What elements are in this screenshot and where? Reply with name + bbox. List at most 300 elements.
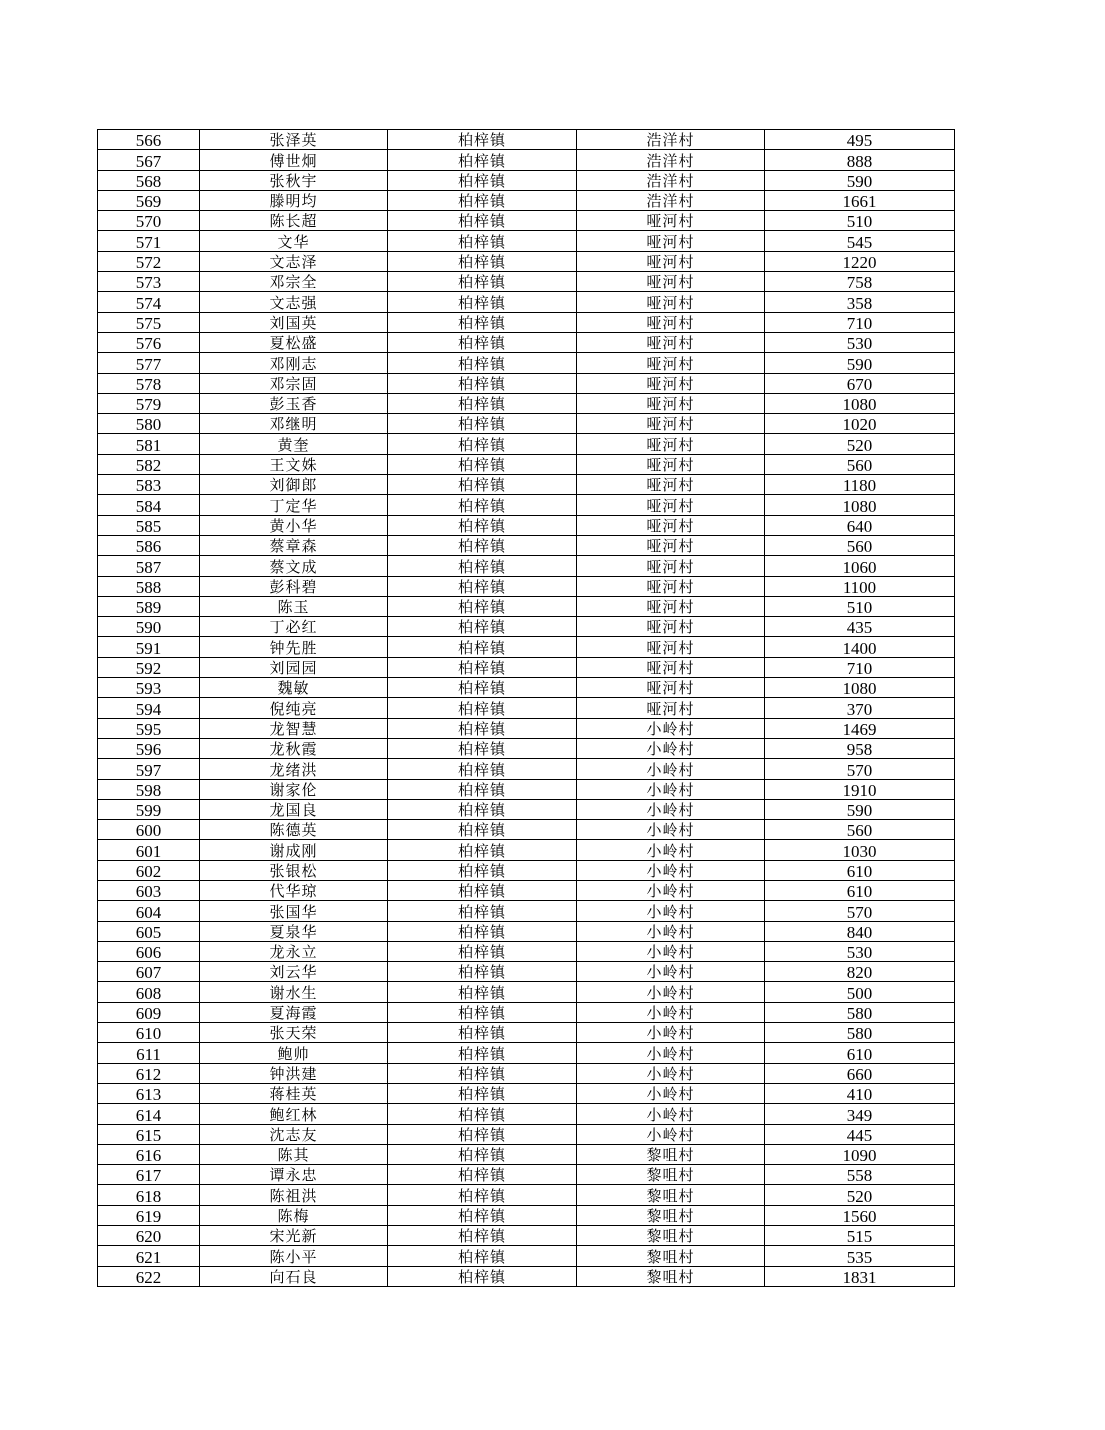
table-row: [98, 190, 955, 210]
amount-cell: 610: [765, 880, 955, 900]
name-cell: 丁必红: [200, 617, 388, 637]
amount-cell: 570: [765, 759, 955, 779]
village-cell: 哑河村: [577, 475, 765, 495]
row-number-cell: 590: [98, 617, 200, 637]
name-cell: 邓宗全: [200, 272, 388, 292]
row-number-cell: 589: [98, 596, 200, 616]
village-cell: 哑河村: [577, 535, 765, 555]
village-cell: 哑河村: [577, 515, 765, 535]
amount-cell: 580: [765, 1023, 955, 1043]
town-cell: 柏梓镇: [388, 414, 577, 434]
name-cell: 刘国英: [200, 312, 388, 332]
name-cell: 刘云华: [200, 962, 388, 982]
town-cell: 柏梓镇: [388, 799, 577, 819]
name-cell: 文志泽: [200, 251, 388, 271]
table-row: [98, 353, 955, 373]
name-cell: 陈长超: [200, 211, 388, 231]
town-cell: 柏梓镇: [388, 312, 577, 332]
row-number-cell: 609: [98, 1002, 200, 1022]
village-cell: 小岭村: [577, 820, 765, 840]
town-cell: 柏梓镇: [388, 130, 577, 150]
village-cell: 黎咀村: [577, 1205, 765, 1225]
table-body: [98, 130, 955, 1287]
table-row: [98, 1226, 955, 1246]
table-row: [98, 820, 955, 840]
village-cell: 小岭村: [577, 962, 765, 982]
row-number-cell: 572: [98, 251, 200, 271]
name-cell: 文华: [200, 231, 388, 251]
table-row: [98, 130, 955, 150]
town-cell: 柏梓镇: [388, 454, 577, 474]
name-cell: 邓宗固: [200, 373, 388, 393]
amount-cell: 515: [765, 1226, 955, 1246]
name-cell: 张国华: [200, 901, 388, 921]
row-number-cell: 612: [98, 1063, 200, 1083]
name-cell: 龙永立: [200, 941, 388, 961]
name-cell: 代华琼: [200, 880, 388, 900]
table-row: [98, 901, 955, 921]
amount-cell: 1030: [765, 840, 955, 860]
table-row: [98, 150, 955, 170]
row-number-cell: 569: [98, 190, 200, 210]
name-cell: 蔡文成: [200, 556, 388, 576]
village-cell: 小岭村: [577, 1083, 765, 1103]
row-number-cell: 586: [98, 535, 200, 555]
name-cell: 谢成刚: [200, 840, 388, 860]
town-cell: 柏梓镇: [388, 1063, 577, 1083]
amount-cell: 570: [765, 901, 955, 921]
row-number-cell: 615: [98, 1124, 200, 1144]
amount-cell: 640: [765, 515, 955, 535]
name-cell: 沈志友: [200, 1124, 388, 1144]
name-cell: 文志强: [200, 292, 388, 312]
table-row: [98, 515, 955, 535]
amount-cell: 958: [765, 738, 955, 758]
name-cell: 谢水生: [200, 982, 388, 1002]
name-cell: 鲍红林: [200, 1104, 388, 1124]
amount-cell: 710: [765, 312, 955, 332]
town-cell: 柏梓镇: [388, 982, 577, 1002]
name-cell: 蔡章森: [200, 535, 388, 555]
table-row: [98, 535, 955, 555]
amount-cell: 510: [765, 596, 955, 616]
amount-cell: 590: [765, 353, 955, 373]
town-cell: 柏梓镇: [388, 738, 577, 758]
amount-cell: 1831: [765, 1266, 955, 1286]
row-number-cell: 606: [98, 941, 200, 961]
table-row: [98, 880, 955, 900]
amount-cell: 1220: [765, 251, 955, 271]
village-cell: 哑河村: [577, 556, 765, 576]
row-number-cell: 591: [98, 637, 200, 657]
table-row: [98, 414, 955, 434]
name-cell: 张银松: [200, 860, 388, 880]
amount-cell: 530: [765, 941, 955, 961]
village-cell: 哑河村: [577, 373, 765, 393]
amount-cell: 610: [765, 1043, 955, 1063]
table-row: [98, 556, 955, 576]
table-row: [98, 393, 955, 413]
town-cell: 柏梓镇: [388, 353, 577, 373]
row-number-cell: 617: [98, 1165, 200, 1185]
row-number-cell: 620: [98, 1226, 200, 1246]
name-cell: 夏泉华: [200, 921, 388, 941]
amount-cell: 560: [765, 535, 955, 555]
row-number-cell: 618: [98, 1185, 200, 1205]
town-cell: 柏梓镇: [388, 880, 577, 900]
town-cell: 柏梓镇: [388, 1165, 577, 1185]
town-cell: 柏梓镇: [388, 576, 577, 596]
table-row: [98, 576, 955, 596]
village-cell: 哑河村: [577, 576, 765, 596]
town-cell: 柏梓镇: [388, 1205, 577, 1225]
table-row: [98, 779, 955, 799]
row-number-cell: 594: [98, 698, 200, 718]
row-number-cell: 587: [98, 556, 200, 576]
village-cell: 小岭村: [577, 779, 765, 799]
village-cell: 小岭村: [577, 982, 765, 1002]
name-cell: 谭永忠: [200, 1165, 388, 1185]
row-number-cell: 601: [98, 840, 200, 860]
row-number-cell: 583: [98, 475, 200, 495]
row-number-cell: 597: [98, 759, 200, 779]
amount-cell: 1080: [765, 393, 955, 413]
row-number-cell: 578: [98, 373, 200, 393]
village-cell: 哑河村: [577, 332, 765, 352]
table-row: [98, 1104, 955, 1124]
name-cell: 傅世炯: [200, 150, 388, 170]
amount-cell: 1180: [765, 475, 955, 495]
town-cell: 柏梓镇: [388, 1226, 577, 1246]
town-cell: 柏梓镇: [388, 840, 577, 860]
town-cell: 柏梓镇: [388, 1023, 577, 1043]
amount-cell: 445: [765, 1124, 955, 1144]
amount-cell: 1560: [765, 1205, 955, 1225]
row-number-cell: 574: [98, 292, 200, 312]
town-cell: 柏梓镇: [388, 617, 577, 637]
row-number-cell: 582: [98, 454, 200, 474]
amount-cell: 530: [765, 332, 955, 352]
village-cell: 黎咀村: [577, 1144, 765, 1164]
village-cell: 哑河村: [577, 617, 765, 637]
name-cell: 鲍帅: [200, 1043, 388, 1063]
name-cell: 龙秋霞: [200, 738, 388, 758]
table-row: [98, 678, 955, 698]
town-cell: 柏梓镇: [388, 231, 577, 251]
name-cell: 陈其: [200, 1144, 388, 1164]
row-number-cell: 602: [98, 860, 200, 880]
amount-cell: 500: [765, 982, 955, 1002]
table-row: [98, 495, 955, 515]
table-row: [98, 170, 955, 190]
town-cell: 柏梓镇: [388, 860, 577, 880]
village-cell: 小岭村: [577, 738, 765, 758]
town-cell: 柏梓镇: [388, 718, 577, 738]
name-cell: 邓刚志: [200, 353, 388, 373]
table-row: [98, 1083, 955, 1103]
village-cell: 哑河村: [577, 251, 765, 271]
row-number-cell: 621: [98, 1246, 200, 1266]
row-number-cell: 603: [98, 880, 200, 900]
amount-cell: 410: [765, 1083, 955, 1103]
amount-cell: 660: [765, 1063, 955, 1083]
amount-cell: 435: [765, 617, 955, 637]
row-number-cell: 579: [98, 393, 200, 413]
town-cell: 柏梓镇: [388, 535, 577, 555]
village-cell: 浩洋村: [577, 150, 765, 170]
row-number-cell: 600: [98, 820, 200, 840]
name-cell: 夏海霞: [200, 1002, 388, 1022]
row-number-cell: 580: [98, 414, 200, 434]
village-cell: 小岭村: [577, 1002, 765, 1022]
name-cell: 陈德英: [200, 820, 388, 840]
name-cell: 钟先胜: [200, 637, 388, 657]
name-cell: 钟洪建: [200, 1063, 388, 1083]
town-cell: 柏梓镇: [388, 393, 577, 413]
village-cell: 小岭村: [577, 1124, 765, 1144]
town-cell: 柏梓镇: [388, 820, 577, 840]
town-cell: 柏梓镇: [388, 373, 577, 393]
village-cell: 哑河村: [577, 393, 765, 413]
amount-cell: 535: [765, 1246, 955, 1266]
village-cell: 小岭村: [577, 860, 765, 880]
amount-cell: 358: [765, 292, 955, 312]
row-number-cell: 608: [98, 982, 200, 1002]
table-row: [98, 596, 955, 616]
table-row: [98, 231, 955, 251]
town-cell: 柏梓镇: [388, 211, 577, 231]
table-row: [98, 941, 955, 961]
village-cell: 哑河村: [577, 312, 765, 332]
row-number-cell: 571: [98, 231, 200, 251]
name-cell: 丁定华: [200, 495, 388, 515]
table-row: [98, 657, 955, 677]
row-number-cell: 619: [98, 1205, 200, 1225]
name-cell: 宋光新: [200, 1226, 388, 1246]
village-cell: 小岭村: [577, 941, 765, 961]
village-cell: 哑河村: [577, 434, 765, 454]
name-cell: 谢家伦: [200, 779, 388, 799]
amount-cell: 888: [765, 150, 955, 170]
village-cell: 小岭村: [577, 880, 765, 900]
name-cell: 王文姝: [200, 454, 388, 474]
name-cell: 陈梅: [200, 1205, 388, 1225]
town-cell: 柏梓镇: [388, 1124, 577, 1144]
town-cell: 柏梓镇: [388, 251, 577, 271]
village-cell: 黎咀村: [577, 1226, 765, 1246]
amount-cell: 545: [765, 231, 955, 251]
row-number-cell: 598: [98, 779, 200, 799]
table-row: [98, 698, 955, 718]
amount-cell: 370: [765, 698, 955, 718]
town-cell: 柏梓镇: [388, 657, 577, 677]
row-number-cell: 566: [98, 130, 200, 150]
table-row: [98, 1063, 955, 1083]
table-row: [98, 1246, 955, 1266]
name-cell: 魏敏: [200, 678, 388, 698]
town-cell: 柏梓镇: [388, 921, 577, 941]
name-cell: 滕明均: [200, 190, 388, 210]
name-cell: 邓继明: [200, 414, 388, 434]
table-row: [98, 292, 955, 312]
amount-cell: 590: [765, 799, 955, 819]
row-number-cell: 568: [98, 170, 200, 190]
town-cell: 柏梓镇: [388, 1043, 577, 1063]
table-row: [98, 1002, 955, 1022]
amount-cell: 590: [765, 170, 955, 190]
table-row: [98, 332, 955, 352]
name-cell: 黄小华: [200, 515, 388, 535]
amount-cell: 510: [765, 211, 955, 231]
amount-cell: 560: [765, 820, 955, 840]
village-cell: 哑河村: [577, 657, 765, 677]
village-cell: 浩洋村: [577, 190, 765, 210]
amount-cell: 580: [765, 1002, 955, 1022]
table-row: [98, 860, 955, 880]
row-number-cell: 577: [98, 353, 200, 373]
town-cell: 柏梓镇: [388, 475, 577, 495]
village-cell: 哑河村: [577, 637, 765, 657]
name-cell: 陈小平: [200, 1246, 388, 1266]
table-row: [98, 1165, 955, 1185]
name-cell: 刘御郎: [200, 475, 388, 495]
table-row: [98, 921, 955, 941]
village-cell: 哑河村: [577, 272, 765, 292]
village-cell: 小岭村: [577, 1104, 765, 1124]
town-cell: 柏梓镇: [388, 292, 577, 312]
row-number-cell: 570: [98, 211, 200, 231]
amount-cell: 520: [765, 434, 955, 454]
table-row: [98, 211, 955, 231]
amount-cell: 758: [765, 272, 955, 292]
table-row: [98, 759, 955, 779]
town-cell: 柏梓镇: [388, 1185, 577, 1205]
village-cell: 哑河村: [577, 698, 765, 718]
town-cell: 柏梓镇: [388, 678, 577, 698]
village-cell: 哑河村: [577, 596, 765, 616]
amount-cell: 560: [765, 454, 955, 474]
town-cell: 柏梓镇: [388, 962, 577, 982]
row-number-cell: 576: [98, 332, 200, 352]
town-cell: 柏梓镇: [388, 272, 577, 292]
row-number-cell: 585: [98, 515, 200, 535]
table-row: [98, 1124, 955, 1144]
name-cell: 陈玉: [200, 596, 388, 616]
amount-cell: 495: [765, 130, 955, 150]
town-cell: 柏梓镇: [388, 190, 577, 210]
row-number-cell: 573: [98, 272, 200, 292]
name-cell: 倪纯亮: [200, 698, 388, 718]
village-cell: 哑河村: [577, 211, 765, 231]
table-row: [98, 799, 955, 819]
village-cell: 小岭村: [577, 1043, 765, 1063]
table-row: [98, 1144, 955, 1164]
amount-cell: 349: [765, 1104, 955, 1124]
town-cell: 柏梓镇: [388, 1104, 577, 1124]
row-number-cell: 607: [98, 962, 200, 982]
town-cell: 柏梓镇: [388, 170, 577, 190]
table-row: [98, 1043, 955, 1063]
town-cell: 柏梓镇: [388, 1266, 577, 1286]
village-cell: 小岭村: [577, 1023, 765, 1043]
row-number-cell: 610: [98, 1023, 200, 1043]
name-cell: 张泽英: [200, 130, 388, 150]
table-row: [98, 1023, 955, 1043]
village-cell: 哑河村: [577, 495, 765, 515]
town-cell: 柏梓镇: [388, 941, 577, 961]
village-cell: 小岭村: [577, 840, 765, 860]
amount-cell: 558: [765, 1165, 955, 1185]
village-cell: 哑河村: [577, 353, 765, 373]
row-number-cell: 595: [98, 718, 200, 738]
town-cell: 柏梓镇: [388, 637, 577, 657]
name-cell: 龙绪洪: [200, 759, 388, 779]
name-cell: 夏松盛: [200, 332, 388, 352]
table-row: [98, 982, 955, 1002]
name-cell: 张秋宇: [200, 170, 388, 190]
village-cell: 浩洋村: [577, 170, 765, 190]
amount-cell: 1020: [765, 414, 955, 434]
name-cell: 龙智慧: [200, 718, 388, 738]
town-cell: 柏梓镇: [388, 596, 577, 616]
row-number-cell: 622: [98, 1266, 200, 1286]
village-cell: 黎咀村: [577, 1165, 765, 1185]
town-cell: 柏梓镇: [388, 779, 577, 799]
name-cell: 彭玉香: [200, 393, 388, 413]
row-number-cell: 575: [98, 312, 200, 332]
town-cell: 柏梓镇: [388, 150, 577, 170]
row-number-cell: 616: [98, 1144, 200, 1164]
amount-cell: 610: [765, 860, 955, 880]
table-row: [98, 1266, 955, 1286]
table-row: [98, 637, 955, 657]
row-number-cell: 611: [98, 1043, 200, 1063]
table-row: [98, 251, 955, 271]
village-cell: 哑河村: [577, 292, 765, 312]
table-row: [98, 738, 955, 758]
village-cell: 黎咀村: [577, 1185, 765, 1205]
village-cell: 小岭村: [577, 1063, 765, 1083]
amount-cell: 1100: [765, 576, 955, 596]
row-number-cell: 592: [98, 657, 200, 677]
village-cell: 哑河村: [577, 454, 765, 474]
name-cell: 龙国良: [200, 799, 388, 819]
row-number-cell: 614: [98, 1104, 200, 1124]
village-cell: 哑河村: [577, 678, 765, 698]
table-row: [98, 454, 955, 474]
row-number-cell: 593: [98, 678, 200, 698]
amount-cell: 520: [765, 1185, 955, 1205]
town-cell: 柏梓镇: [388, 515, 577, 535]
table-row: [98, 373, 955, 393]
village-cell: 小岭村: [577, 759, 765, 779]
table-row: [98, 617, 955, 637]
village-cell: 小岭村: [577, 921, 765, 941]
amount-cell: 1400: [765, 637, 955, 657]
amount-cell: 1661: [765, 190, 955, 210]
town-cell: 柏梓镇: [388, 332, 577, 352]
table-row: [98, 962, 955, 982]
name-cell: 彭科碧: [200, 576, 388, 596]
amount-cell: 1060: [765, 556, 955, 576]
name-cell: 刘园园: [200, 657, 388, 677]
row-number-cell: 605: [98, 921, 200, 941]
town-cell: 柏梓镇: [388, 1083, 577, 1103]
row-number-cell: 596: [98, 738, 200, 758]
town-cell: 柏梓镇: [388, 901, 577, 921]
row-number-cell: 588: [98, 576, 200, 596]
amount-cell: 1080: [765, 678, 955, 698]
